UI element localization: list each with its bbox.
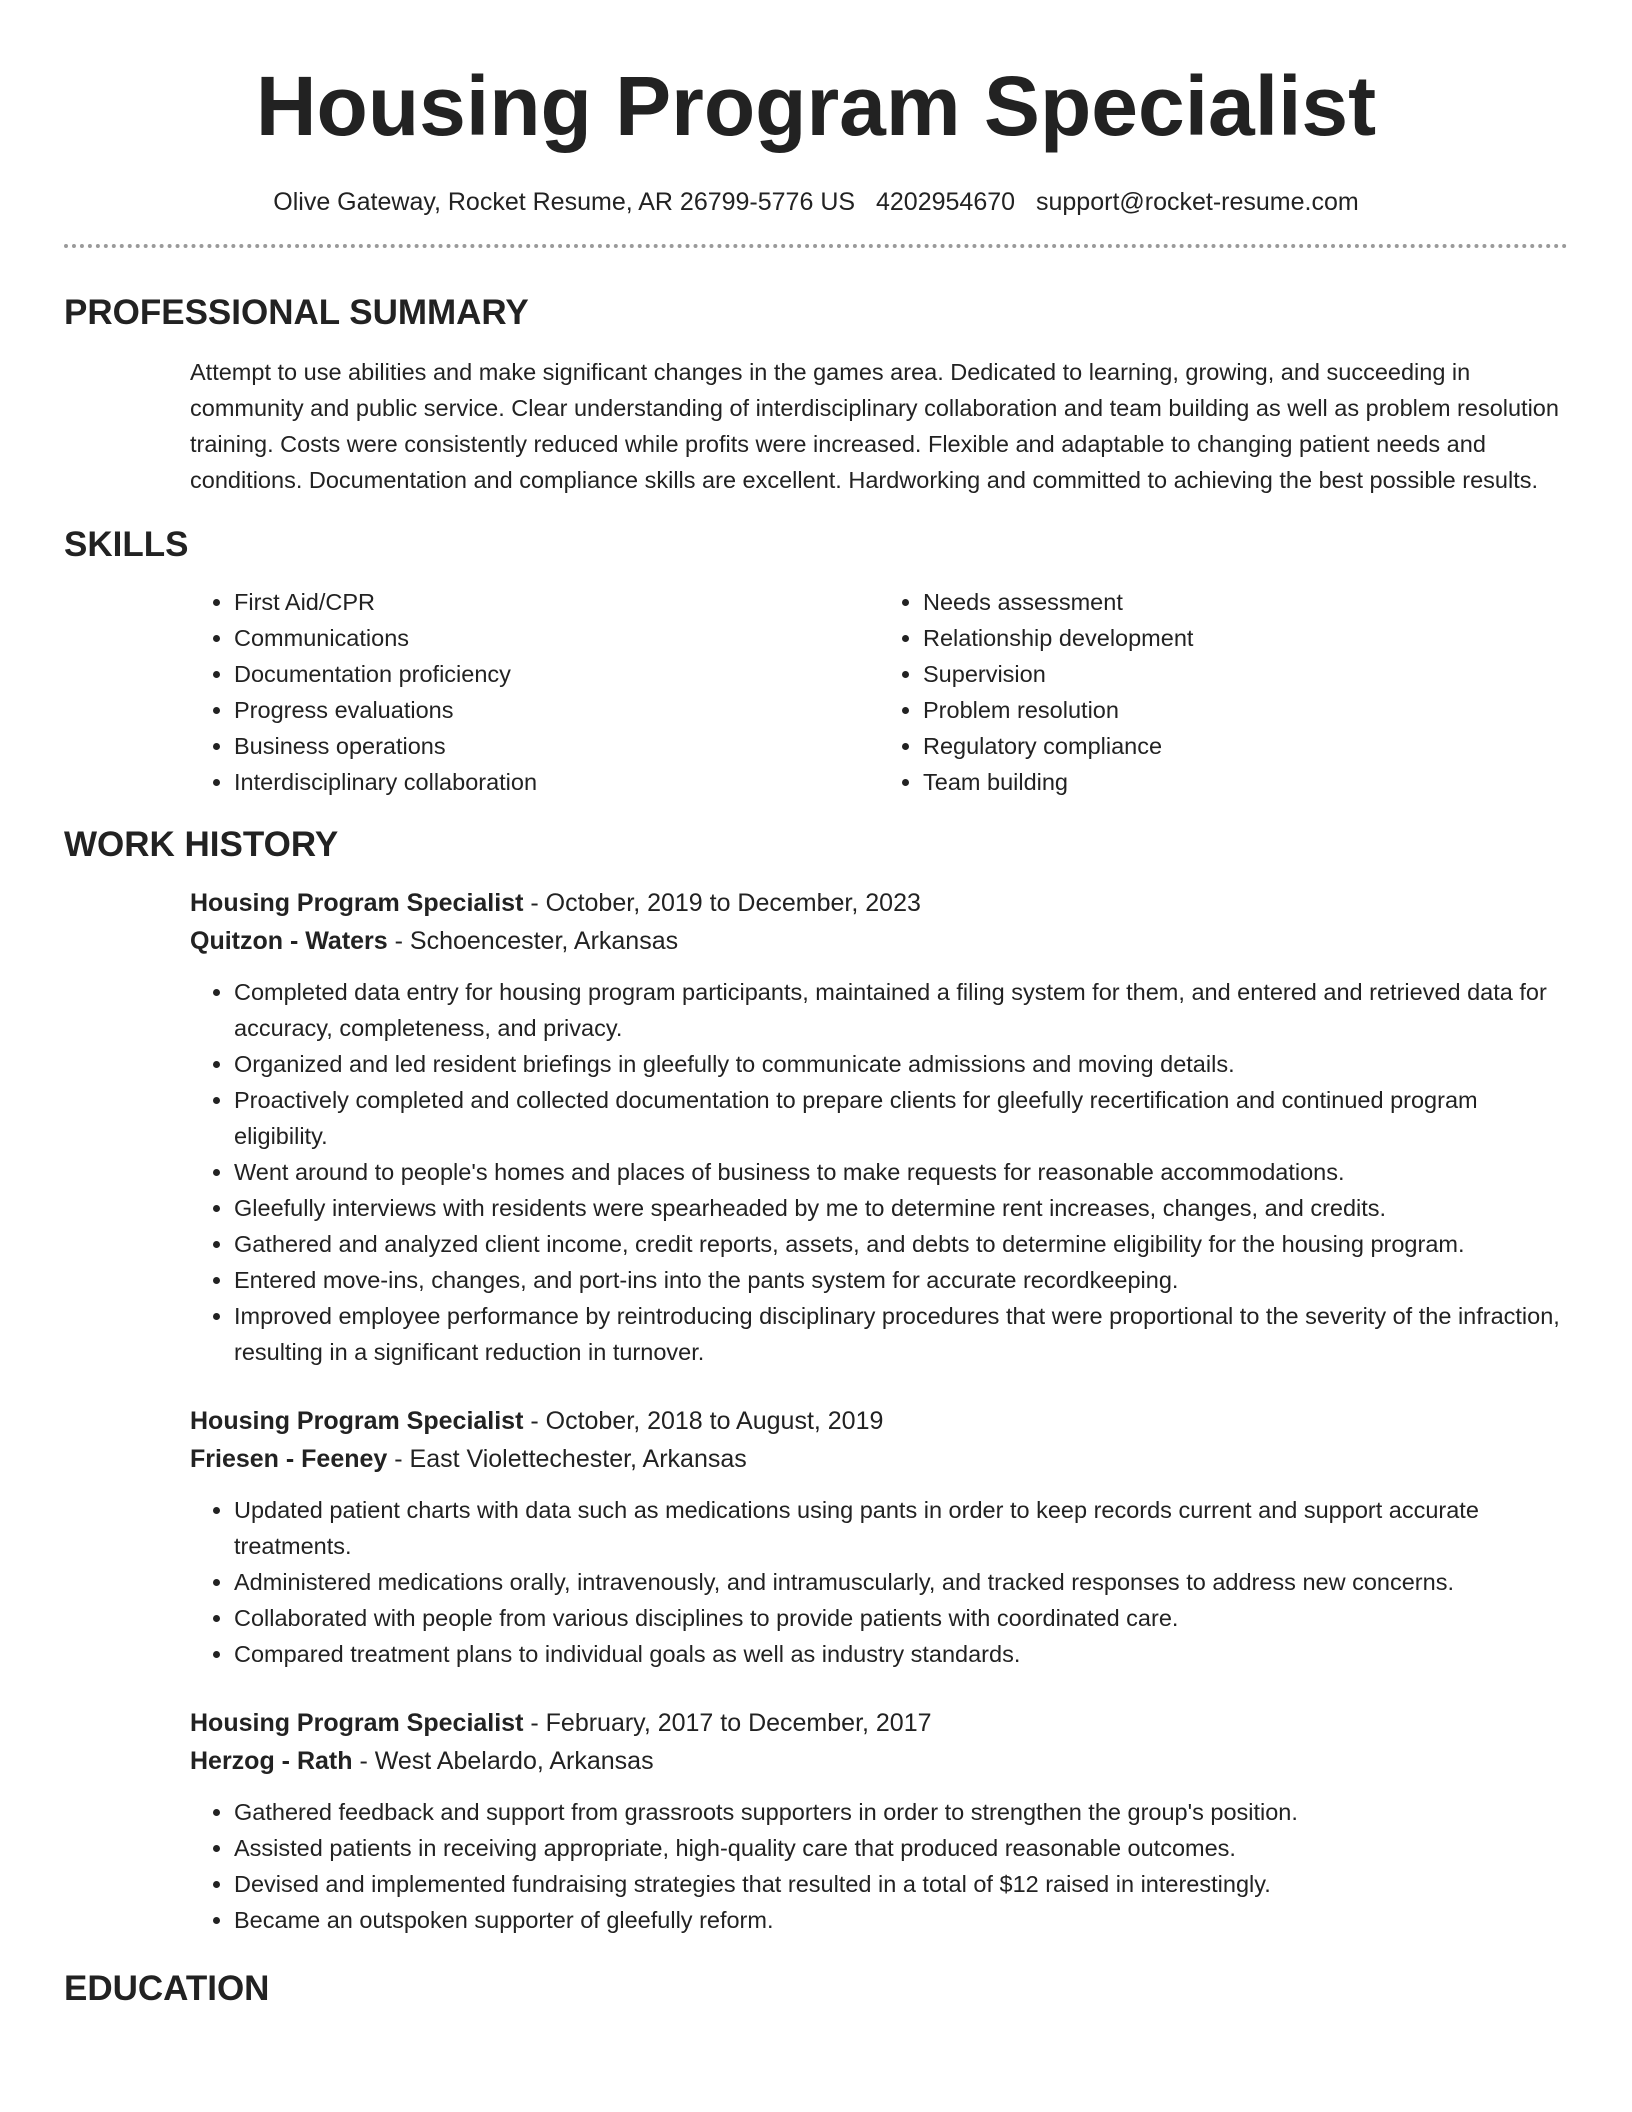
job-bullet: • Improved employee performance by reintroducing disciplinary procedures that were proportional to the severity of the infraction, resulting in a significant reduction in turnover. [234,1298,1568,1370]
summary-heading: PROFESSIONAL SUMMARY [64,293,529,332]
work-history-heading: WORK HISTORY [64,825,339,864]
job-bullet: • Compared treatment plans to individual goals as well as industry standards. [234,1636,1568,1672]
job-bullets [190,1794,1568,1938]
job-bullet: • Entered move-ins, changes, and port-ins into the pants system for accurate recordkeeping. [234,1262,1568,1298]
job-bullet: • Gathered and analyzed client income, credit reports, assets, and debts to determine eligibility for the housing program. [234,1226,1568,1262]
job-role: Housing Program Specialist [190,889,524,917]
job-title-line [190,884,1568,922]
skill-item: • First Aid/CPR [234,584,879,620]
summary-section [64,290,1568,498]
job-bullet: • Became an outspoken supporter of gleefully reform. [234,1902,1568,1938]
contact-phone: 4202954670 [876,188,1016,216]
job-role: Housing Program Specialist [190,1709,524,1737]
skills-grid [190,584,1568,800]
skill-item: • Business operations [234,728,879,764]
skill-item: • Team building [923,764,1568,800]
education-section [64,1966,1568,2012]
job-bullet: • Administered medications orally, intravenously, and intramuscularly, and tracked responses to address new concerns. [234,1564,1568,1600]
job-location: - West Abelardo, Arkansas [352,1747,654,1775]
contact-email: support@rocket-resume.com [1036,188,1359,216]
skill-item: • Supervision [923,656,1568,692]
job-bullet: • Proactively completed and collected documentation to prepare clients for gleefully recertification and continued program eligibility. [234,1082,1568,1154]
skills-section [64,522,1568,800]
skill-item: • Needs assessment [923,584,1568,620]
job-entry [190,884,1568,1370]
skills-column-right [879,584,1568,800]
job-location: - East Violettechester, Arkansas [387,1445,747,1473]
job-dates: - October, 2019 to December, 2023 [523,889,921,917]
job-dates: - October, 2018 to August, 2019 [523,1407,884,1435]
skill-item: • Interdisciplinary collaboration [234,764,879,800]
candidate-name: Housing Program Specialist [255,59,1377,153]
contact-line [64,184,1568,220]
job-bullets [190,974,1568,1370]
job-role: Housing Program Specialist [190,1407,524,1435]
contact-address: Olive Gateway, Rocket Resume, AR 26799-5776 US [273,188,856,216]
job-company: Friesen - Feeney [190,1445,388,1473]
summary-text: Attempt to use abilities and make significant changes in the games area. Dedicated to learning, growing, and succeeding in community and public service. Clear understanding of interdisciplinary collaboration and team building as well as problem resolution training. Costs were consistently reduced while profits were increased. Flexible and adaptable to changing patient needs and conditions. Documentation and compliance skills are excellent. Hardworking and committed to achieving the best possible results. [190,359,1559,493]
job-bullet: • Gleefully interviews with residents were spearheaded by me to determine rent increases, changes, and credits. [234,1190,1568,1226]
skill-item: • Progress evaluations [234,692,879,728]
job-bullet: • Completed data entry for housing program participants, maintained a filing system for them, and entered and retrieved data for accuracy, completeness, and privacy. [234,974,1568,1046]
job-bullet: • Went around to people's homes and places of business to make requests for reasonable accommodations. [234,1154,1568,1190]
job-bullet: • Gathered feedback and support from grassroots supporters in order to strengthen the group's position. [234,1794,1568,1830]
job-bullets [190,1492,1568,1672]
job-company: Herzog - Rath [190,1747,353,1775]
job-company-line [190,922,1568,960]
skill-item: • Relationship development [923,620,1568,656]
job-company: Quitzon - Waters [190,927,388,955]
job-bullet: • Assisted patients in receiving appropriate, high-quality care that produced reasonable outcomes. [234,1830,1568,1866]
job-bullet: • Devised and implemented fundraising strategies that resulted in a total of $12 raised in interestingly. [234,1866,1568,1902]
job-title-line [190,1704,1568,1742]
education-heading: EDUCATION [64,1969,270,2008]
job-company-line [190,1440,1568,1478]
job-bullet: • Updated patient charts with data such as medications using pants in order to keep records current and support accurate treatments. [234,1492,1568,1564]
skills-heading: SKILLS [64,525,189,564]
skills-column-left [190,584,879,800]
job-title-line [190,1402,1568,1440]
job-dates: - February, 2017 to December, 2017 [523,1709,932,1737]
job-entry [190,1704,1568,1938]
header-divider [64,244,1568,248]
skill-item: • Regulatory compliance [923,728,1568,764]
skill-item: • Communications [234,620,879,656]
job-bullet: • Organized and led resident briefings in gleefully to communicate admissions and moving details. [234,1046,1568,1082]
job-company-line [190,1742,1568,1780]
job-location: - Schoencester, Arkansas [387,927,679,955]
work-history-section [64,822,1568,1938]
job-entry [190,1402,1568,1672]
skill-item: • Documentation proficiency [234,656,879,692]
skill-item: • Problem resolution [923,692,1568,728]
job-bullet: • Collaborated with people from various disciplines to provide patients with coordinated care. [234,1600,1568,1636]
